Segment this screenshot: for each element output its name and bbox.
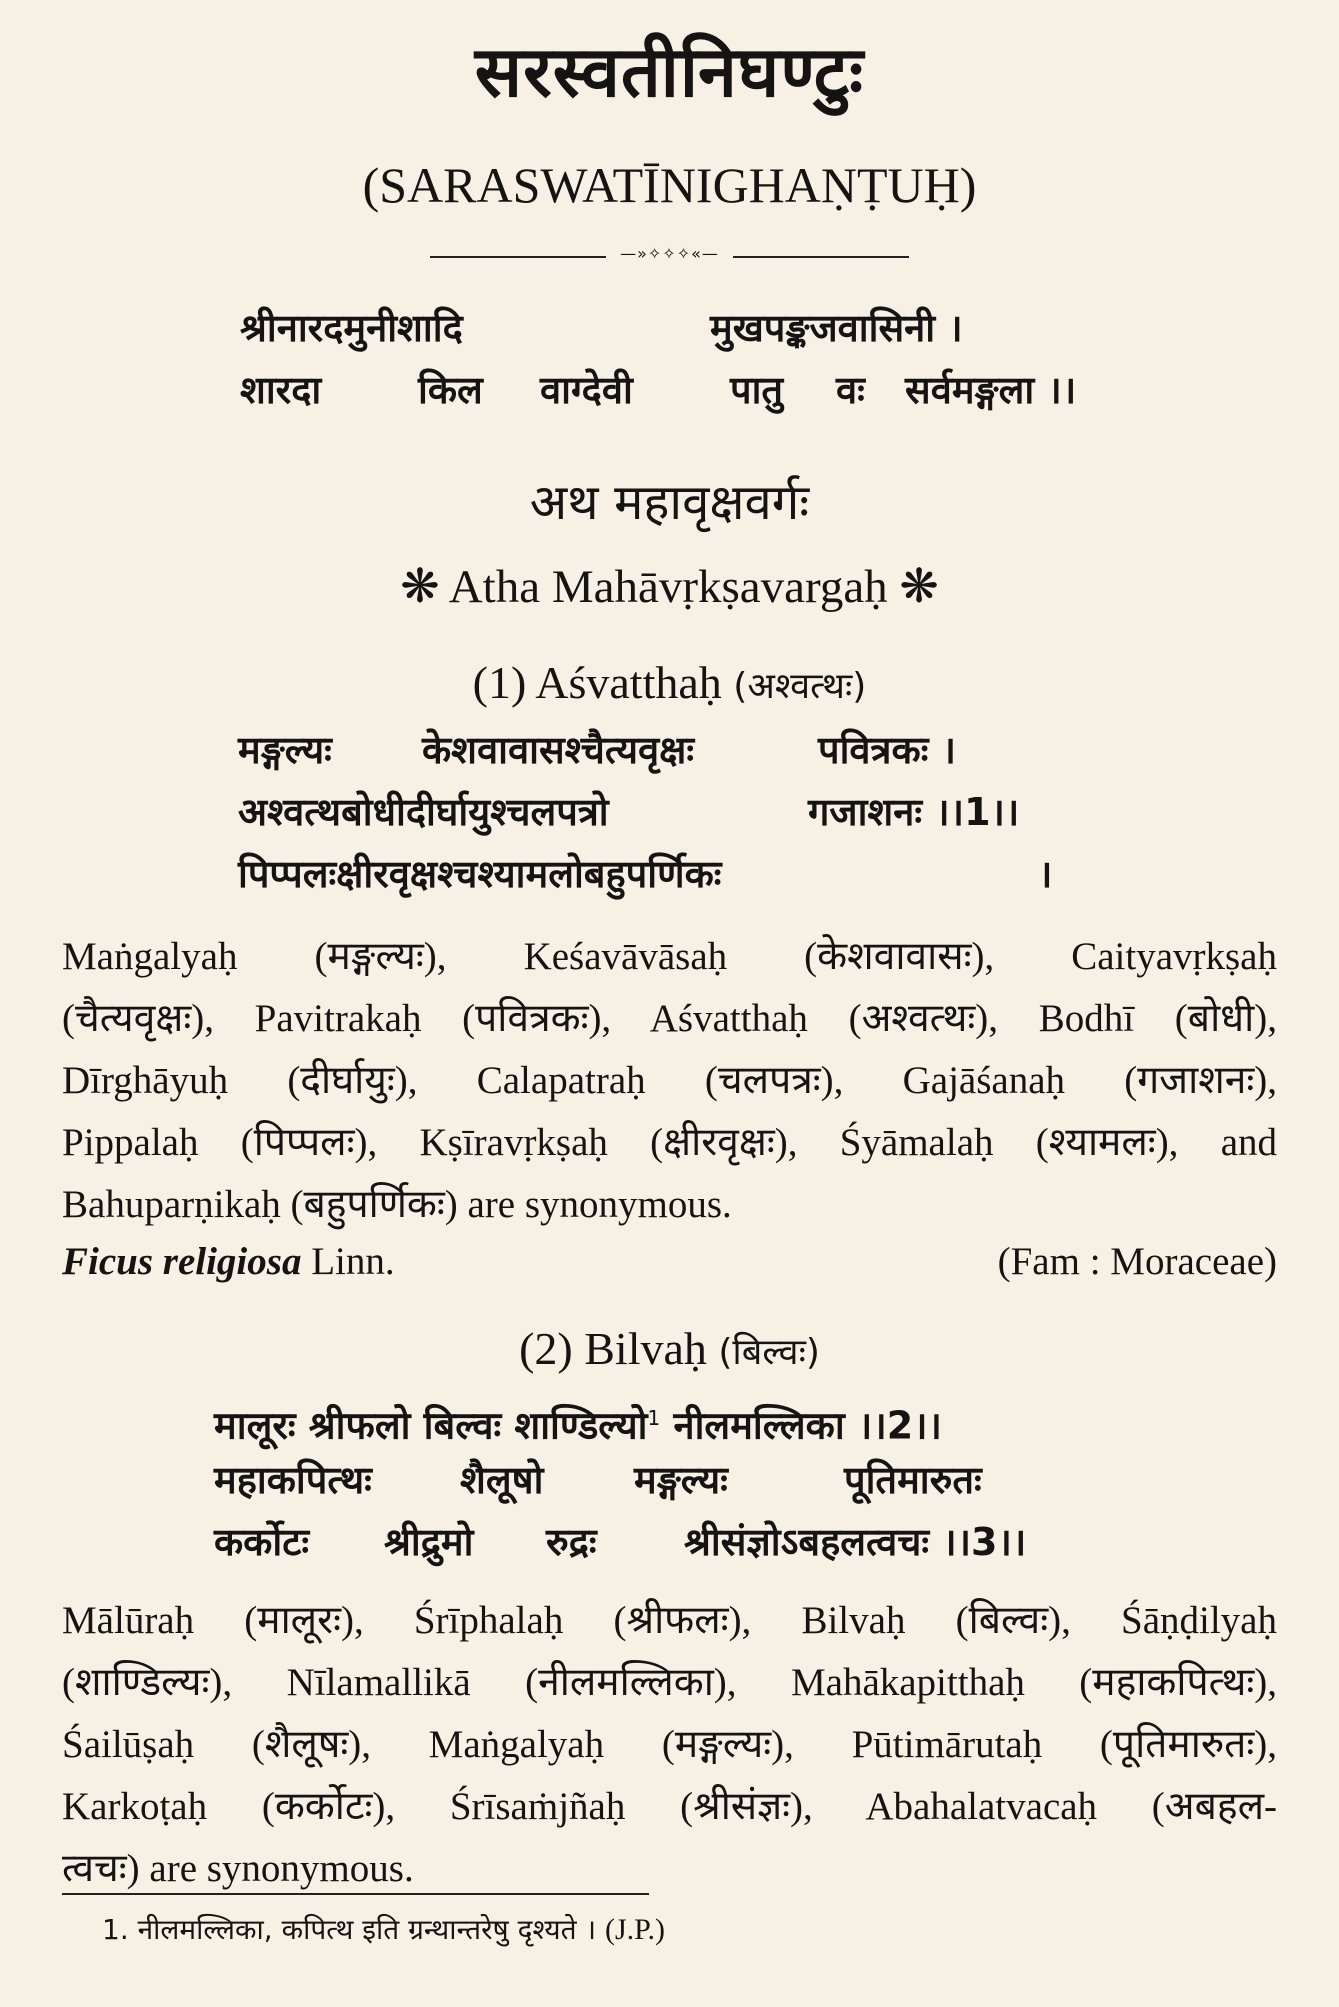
verse-text xyxy=(214,1388,942,1456)
verse-word: पवित्रकः । xyxy=(818,728,957,772)
invocation-line-2 xyxy=(240,360,1077,420)
entry-heading-roman: (1) Aśvatthaḥ xyxy=(472,657,722,708)
translation-line: (शाण्डिल्यः), Nīlamallikā (नीलमल्लिका), Mahākapitthaḥ (महाकपित्थः), xyxy=(62,1661,1277,1704)
entry-heading xyxy=(62,1318,1277,1384)
translation-line: Bahuparṇikaḥ (बहुपर्णिकः) are synonymous. xyxy=(62,1183,732,1226)
verse-word: महाकपित्थः xyxy=(214,1458,372,1502)
entry-heading-roman: (2) Bilvaḥ xyxy=(519,1323,707,1374)
page-title-transliteration: (SARASWATĪNIGHAṆṬUḤ) xyxy=(362,157,977,213)
verse-word: केशवावासश्चैत्यवृक्षः xyxy=(422,728,695,772)
verse-word: अश्वत्थबोधीदीर्घायुश्चलपत्रो xyxy=(238,790,609,834)
verse-line xyxy=(238,844,1058,904)
translation-line: Mālūraḥ (मालूरः), Śrīphalaḥ (श्रीफलः), Bilvaḥ (बिल्वः), Śāṇḍilyaḥ xyxy=(62,1599,1277,1642)
verse-line xyxy=(238,720,1058,780)
invocation-word: श्रीनारदमुनीशादि xyxy=(240,306,463,350)
invocation-word: पातु xyxy=(730,368,784,412)
page-title: सरस्वतीनिघण्टुः xyxy=(474,31,865,113)
verse-word: नीलमल्लिका ।।2।। xyxy=(660,1403,942,1448)
title-ornament xyxy=(430,244,909,264)
footnote-text: नीलमल्लिका, कपित्थ इति ग्रन्थान्तरेषु दृश्यते । xyxy=(137,1913,597,1946)
verse-line xyxy=(214,1512,1134,1572)
verse-word: पूतिमारुतः xyxy=(844,1458,982,1502)
invocation-word: वाग्देवी xyxy=(540,368,633,412)
verse-word: मङ्गल्यः xyxy=(634,1458,728,1502)
invocation-line-1 xyxy=(240,298,1050,358)
translation-paragraph xyxy=(62,926,1277,1236)
verse-word: श्रीसंज्ञोऽबहलत्वचः ।।3।। xyxy=(684,1520,1027,1564)
ornament-flourish: —»✧✧✧«— xyxy=(620,244,719,263)
verse-word: । xyxy=(1038,852,1053,896)
invocation-word: वः xyxy=(836,368,865,412)
botanical-author: Linn. xyxy=(301,1240,395,1283)
scientific-name: Ficus religiosa xyxy=(62,1240,302,1283)
entry-heading xyxy=(62,652,1277,718)
ornament-rule-right xyxy=(733,256,909,258)
translation-line: (चैत्यवृक्षः), Pavitrakaḥ (पवित्रकः), Aśvatthaḥ (अश्वत्थः), Bodhī (बोधी), xyxy=(62,997,1277,1040)
entry-heading-devanagari: (अश्वत्थः) xyxy=(733,666,867,707)
footnote-source: (J.P.) xyxy=(605,1913,666,1946)
invocation-word: सर्वमङ्गला ।। xyxy=(905,368,1077,412)
plant-family: (Fam : Moraceae) xyxy=(997,1240,1277,1283)
page xyxy=(62,0,1277,2007)
translation-line: Pippalaḥ (पिप्पलः), Kṣīravṛkṣaḥ (क्षीरवृक्षः), Śyāmalaḥ (श्यामलः), and xyxy=(62,1121,1277,1164)
translation-line: त्वचः) are synonymous. xyxy=(62,1847,414,1890)
botanical-name-line xyxy=(62,1232,1277,1292)
invocation-word: किल xyxy=(418,368,483,412)
section-title: अथ महावृक्षवर्गः xyxy=(529,474,810,531)
verse-line xyxy=(214,1388,1114,1448)
footnote-marker: 1 xyxy=(647,1406,661,1430)
translation-line: Dīrghāyuḥ (दीर्घायुः), Calapatraḥ (चलपत्रः), Gajāśanaḥ (गजाशनः), xyxy=(62,1059,1277,1102)
verse-line xyxy=(238,782,1138,842)
verse-word: शैलूषो xyxy=(460,1458,544,1502)
verse-word: पिप्पलःक्षीरवृक्षश्चश्यामलोबहुपर्णिकः xyxy=(238,852,722,896)
translation-line: Karkoṭaḥ (कर्कोटः), Śrīsaṁjñaḥ (श्रीसंज्ञः), Abahalatvacaḥ (अबहल- xyxy=(62,1785,1277,1828)
verse-word: गजाशनः ।।1।। xyxy=(808,790,1020,834)
section-title-transliteration: ❋ Atha Mahāvṛkṣavargaḥ ❋ xyxy=(400,561,939,613)
footnote-divider xyxy=(62,1893,649,1895)
verse-word: रुद्रः xyxy=(546,1520,597,1564)
footnote-number: 1. xyxy=(102,1913,129,1946)
translation-line: Śailūṣaḥ (शैलूषः), Maṅgalyaḥ (मङ्गल्यः), Pūtimārutaḥ (पूतिमारुतः), xyxy=(62,1723,1277,1766)
entry-heading-devanagari: (बिल्वः) xyxy=(718,1332,820,1373)
invocation-word: शारदा xyxy=(240,368,322,412)
verse-word: मङ्गल्यः xyxy=(238,728,332,772)
translation-paragraph xyxy=(62,1590,1277,1900)
verse-line xyxy=(214,1450,1114,1510)
verse-word: श्रीद्रुमो xyxy=(384,1520,474,1564)
invocation-word: मुखपङ्कजवासिनी । xyxy=(710,306,963,350)
footnote xyxy=(102,1908,1262,1952)
ornament-rule-left xyxy=(430,256,606,258)
verse-word: मालूरः श्रीफलो बिल्वः शाण्डिल्यो xyxy=(214,1403,648,1448)
translation-line: Maṅgalyaḥ (मङ्गल्यः), Keśavāvāsaḥ (केशवावासः), Caityavṛkṣaḥ xyxy=(62,935,1277,978)
verse-word: कर्कोटः xyxy=(214,1520,310,1564)
